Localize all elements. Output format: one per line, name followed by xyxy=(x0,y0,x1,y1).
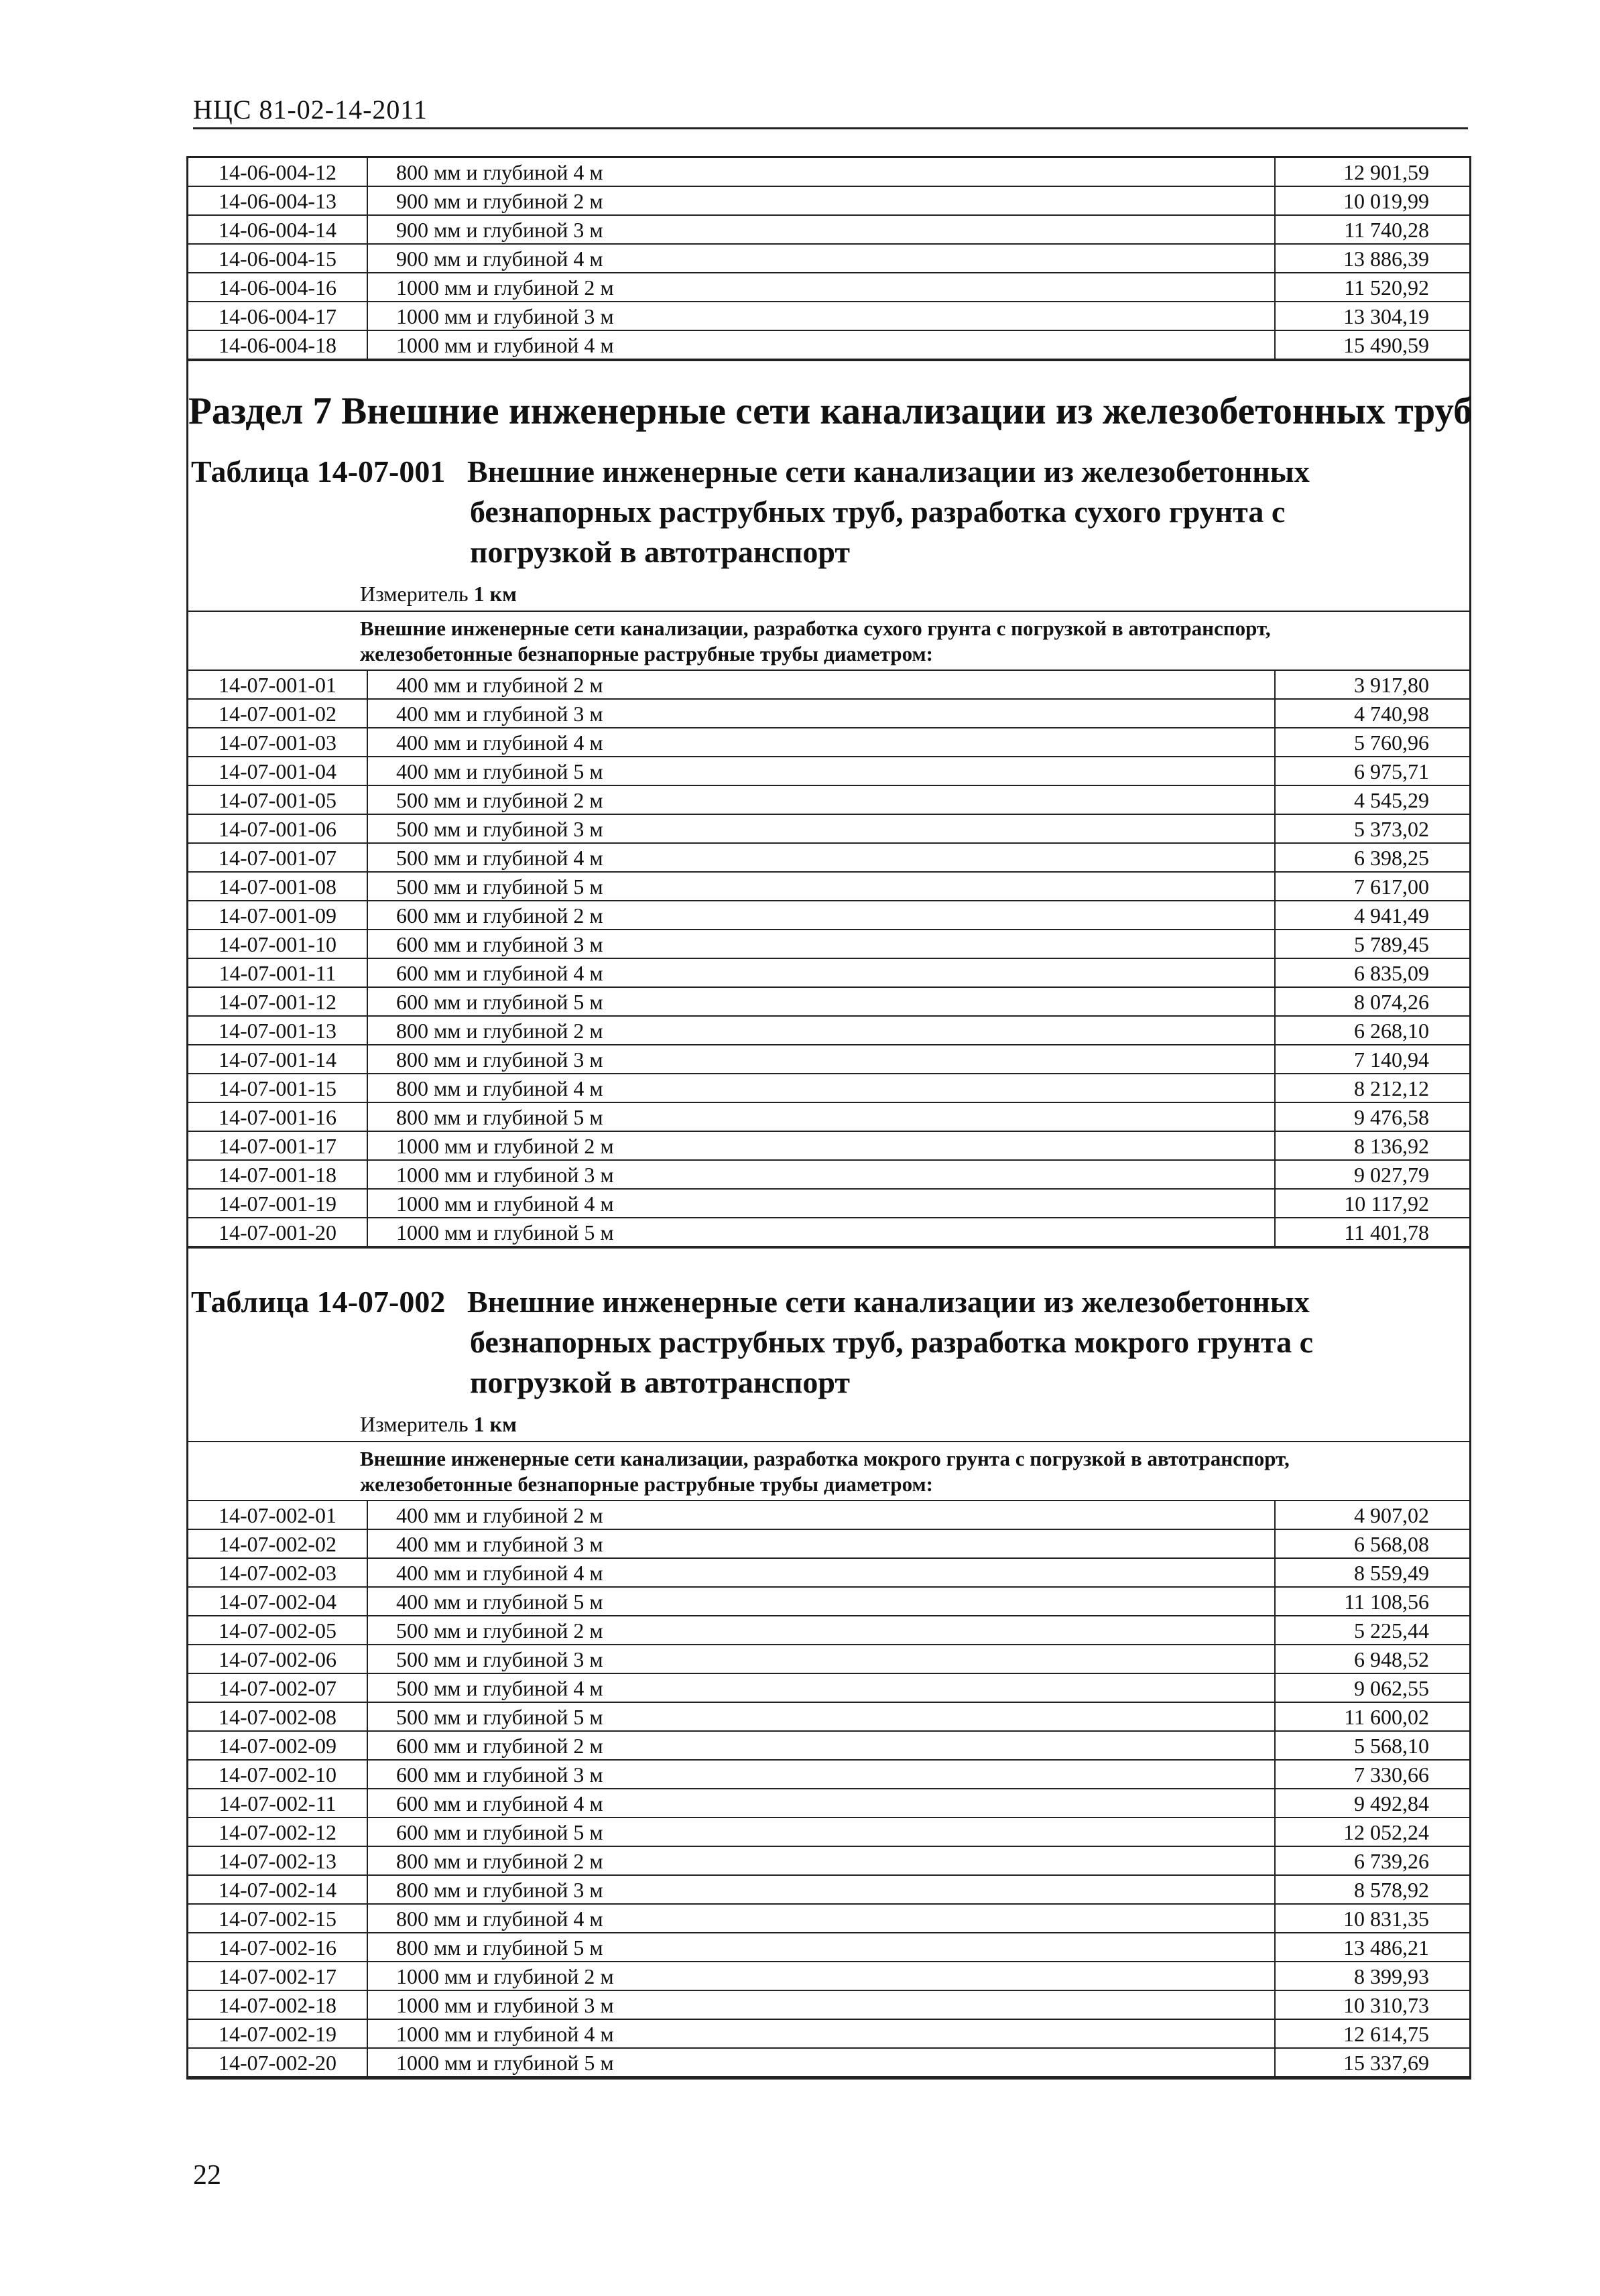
section-7-block xyxy=(188,360,1473,669)
row-value: 11 108,56 xyxy=(1275,1587,1469,1616)
table-14-07-001 xyxy=(188,669,1469,1247)
table-label: Таблица 14-07-002 xyxy=(191,1285,446,1319)
table-row xyxy=(188,1131,1469,1160)
table-row xyxy=(188,1789,1469,1817)
row-code: 14-07-002-17 xyxy=(188,1962,367,1990)
table-row xyxy=(188,670,1469,699)
row-code: 14-07-001-01 xyxy=(188,670,367,699)
table-row xyxy=(188,186,1469,215)
table-row xyxy=(188,1160,1469,1189)
row-value: 6 268,10 xyxy=(1275,1016,1469,1045)
row-description: 600 мм и глубиной 3 м xyxy=(367,930,1275,958)
row-value: 4 740,98 xyxy=(1275,699,1469,728)
row-code: 14-07-001-05 xyxy=(188,785,367,814)
row-value: 6 835,09 xyxy=(1275,958,1469,987)
table-row xyxy=(188,1846,1469,1875)
row-description: 400 мм и глубиной 2 м xyxy=(367,1501,1275,1529)
row-value: 4 545,29 xyxy=(1275,785,1469,814)
row-value: 15 337,69 xyxy=(1275,2048,1469,2077)
group-heading-line-1: Внешние инженерные сети канализации, разработка мокрого грунта с погрузкой в автотранспорт, xyxy=(360,1447,1290,1470)
table-row xyxy=(188,1875,1469,1904)
row-description: 1000 мм и глубиной 5 м xyxy=(367,1218,1275,1247)
meter-label: Измеритель xyxy=(360,1412,469,1436)
row-code: 14-06-004-17 xyxy=(188,302,367,330)
table-row xyxy=(188,1102,1469,1131)
page-number: 22 xyxy=(193,2160,221,2191)
row-description: 1000 мм и глубиной 3 м xyxy=(367,1160,1275,1189)
row-value: 8 559,49 xyxy=(1275,1558,1469,1587)
row-code: 14-07-002-15 xyxy=(188,1904,367,1933)
row-value: 6 975,71 xyxy=(1275,757,1469,785)
table-row xyxy=(188,244,1469,273)
row-description: 400 мм и глубиной 2 м xyxy=(367,670,1275,699)
row-code: 14-07-001-06 xyxy=(188,814,367,843)
table-title-14-07-002 xyxy=(188,1282,1469,1403)
row-code: 14-07-002-09 xyxy=(188,1731,367,1760)
row-value: 10 117,92 xyxy=(1275,1189,1469,1218)
row-description: 900 мм и глубиной 4 м xyxy=(367,244,1275,273)
table-row xyxy=(188,728,1469,757)
row-description: 400 мм и глубиной 5 м xyxy=(367,757,1275,785)
table-title-line-3: погрузкой в автотранспорт xyxy=(470,535,850,569)
row-code: 14-07-002-08 xyxy=(188,1702,367,1731)
meter-unit: 1 км xyxy=(473,1412,517,1436)
row-value: 5 568,10 xyxy=(1275,1731,1469,1760)
table-title-line-2: безнапорных раструбных труб, разработка сухого грунта с xyxy=(470,495,1286,529)
row-description: 600 мм и глубиной 2 м xyxy=(367,1731,1275,1760)
table-row xyxy=(188,1218,1469,1247)
row-value: 6 398,25 xyxy=(1275,843,1469,872)
row-description: 600 мм и глубиной 5 м xyxy=(367,1817,1275,1846)
row-code: 14-07-002-20 xyxy=(188,2048,367,2077)
row-description: 800 мм и глубиной 4 м xyxy=(367,158,1275,186)
row-value: 13 886,39 xyxy=(1275,244,1469,273)
row-value: 10 019,99 xyxy=(1275,186,1469,215)
table-row xyxy=(188,158,1469,186)
row-description: 400 мм и глубиной 3 м xyxy=(367,1529,1275,1558)
row-value: 6 568,08 xyxy=(1275,1529,1469,1558)
row-code: 14-07-001-10 xyxy=(188,930,367,958)
row-value: 9 476,58 xyxy=(1275,1102,1469,1131)
row-description: 800 мм и глубиной 2 м xyxy=(367,1016,1275,1045)
row-description: 500 мм и глубиной 2 м xyxy=(367,1616,1275,1645)
row-code: 14-07-001-18 xyxy=(188,1160,367,1189)
row-value: 3 917,80 xyxy=(1275,670,1469,699)
header-rule xyxy=(193,127,1468,129)
row-code: 14-07-002-02 xyxy=(188,1529,367,1558)
row-description: 600 мм и глубиной 5 м xyxy=(367,987,1275,1016)
row-value: 5 760,96 xyxy=(1275,728,1469,757)
row-code: 14-06-004-15 xyxy=(188,244,367,273)
meter-label: Измеритель xyxy=(360,582,469,606)
table-row xyxy=(188,1702,1469,1731)
row-description: 500 мм и глубиной 3 м xyxy=(367,814,1275,843)
table-row xyxy=(188,987,1469,1016)
row-code: 14-07-002-03 xyxy=(188,1558,367,1587)
group-heading xyxy=(188,611,1469,669)
table-row xyxy=(188,1016,1469,1045)
row-code: 14-07-002-19 xyxy=(188,2019,367,2048)
row-code: 14-07-002-05 xyxy=(188,1616,367,1645)
table-row xyxy=(188,699,1469,728)
row-description: 1000 мм и глубиной 2 м xyxy=(367,1131,1275,1160)
row-description: 1000 мм и глубиной 3 м xyxy=(367,302,1275,330)
row-value: 5 373,02 xyxy=(1275,814,1469,843)
row-code: 14-07-001-15 xyxy=(188,1074,367,1102)
row-code: 14-07-002-07 xyxy=(188,1673,367,1702)
table-row xyxy=(188,1990,1469,2019)
row-description: 1000 мм и глубиной 2 м xyxy=(367,1962,1275,1990)
row-code: 14-06-004-14 xyxy=(188,215,367,244)
row-code: 14-07-001-17 xyxy=(188,1131,367,1160)
unit-of-measure xyxy=(188,572,1469,611)
row-value: 11 401,78 xyxy=(1275,1218,1469,1247)
row-description: 500 мм и глубиной 5 м xyxy=(367,1702,1275,1731)
row-value: 8 578,92 xyxy=(1275,1875,1469,1904)
table-row xyxy=(188,930,1469,958)
row-code: 14-07-001-14 xyxy=(188,1045,367,1074)
table-row xyxy=(188,1817,1469,1846)
row-code: 14-06-004-18 xyxy=(188,330,367,359)
table-row xyxy=(188,1673,1469,1702)
row-code: 14-07-002-16 xyxy=(188,1933,367,1962)
row-code: 14-07-002-11 xyxy=(188,1789,367,1817)
row-value: 6 739,26 xyxy=(1275,1846,1469,1875)
row-value: 5 225,44 xyxy=(1275,1616,1469,1645)
row-value: 4 941,49 xyxy=(1275,901,1469,930)
table-row xyxy=(188,814,1469,843)
row-value: 13 304,19 xyxy=(1275,302,1469,330)
unit-of-measure xyxy=(188,1403,1469,1441)
row-code: 14-06-004-16 xyxy=(188,273,367,302)
group-heading-line-2: железобетонные безнапорные раструбные трубы диаметром: xyxy=(360,1472,933,1496)
table-row xyxy=(188,1045,1469,1074)
table-title-14-07-001 xyxy=(188,452,1469,572)
row-code: 14-07-001-07 xyxy=(188,843,367,872)
row-code: 14-07-001-19 xyxy=(188,1189,367,1218)
table-row xyxy=(188,1904,1469,1933)
row-description: 800 мм и глубиной 2 м xyxy=(367,1846,1275,1875)
row-value: 11 520,92 xyxy=(1275,273,1469,302)
table-row xyxy=(188,1558,1469,1587)
row-code: 14-07-001-08 xyxy=(188,872,367,901)
row-description: 900 мм и глубиной 3 м xyxy=(367,215,1275,244)
row-value: 8 212,12 xyxy=(1275,1074,1469,1102)
row-code: 14-07-001-02 xyxy=(188,699,367,728)
table-row xyxy=(188,872,1469,901)
row-description: 500 мм и глубиной 5 м xyxy=(367,872,1275,901)
meter-unit: 1 км xyxy=(473,582,517,606)
row-value: 12 901,59 xyxy=(1275,158,1469,186)
row-value: 13 486,21 xyxy=(1275,1933,1469,1962)
table-title-line-2: безнапорных раструбных труб, разработка мокрого грунта с xyxy=(470,1325,1314,1359)
row-code: 14-07-001-11 xyxy=(188,958,367,987)
table-row xyxy=(188,1933,1469,1962)
row-value: 6 948,52 xyxy=(1275,1645,1469,1673)
section-title: Раздел 7 Внешние инженерные сети канализации из железобетонных труб xyxy=(188,390,1473,432)
row-description: 600 мм и глубиной 4 м xyxy=(367,1789,1275,1817)
row-description: 400 мм и глубиной 4 м xyxy=(367,728,1275,757)
table-row xyxy=(188,958,1469,987)
row-code: 14-06-004-13 xyxy=(188,186,367,215)
row-description: 600 мм и глубиной 2 м xyxy=(367,901,1275,930)
row-code: 14-07-002-01 xyxy=(188,1501,367,1529)
row-description: 500 мм и глубиной 4 м xyxy=(367,1673,1275,1702)
table-row xyxy=(188,2048,1469,2077)
table-row xyxy=(188,1587,1469,1616)
table-title-line-1: Внешние инженерные сети канализации из железобетонных xyxy=(467,1285,1310,1319)
row-code: 14-07-001-12 xyxy=(188,987,367,1016)
table-row xyxy=(188,215,1469,244)
row-description: 800 мм и глубиной 4 м xyxy=(367,1074,1275,1102)
table-row xyxy=(188,1074,1469,1102)
row-value: 12 052,24 xyxy=(1275,1817,1469,1846)
document-code: НЦС 81-02-14-2011 xyxy=(193,94,428,125)
row-description: 800 мм и глубиной 3 м xyxy=(367,1875,1275,1904)
row-value: 9 492,84 xyxy=(1275,1789,1469,1817)
table-row xyxy=(188,843,1469,872)
row-description: 500 мм и глубиной 2 м xyxy=(367,785,1275,814)
row-code: 14-07-001-03 xyxy=(188,728,367,757)
table-row xyxy=(188,1189,1469,1218)
table-row xyxy=(188,1616,1469,1645)
table-row xyxy=(188,1501,1469,1529)
group-heading xyxy=(188,1441,1469,1500)
row-description: 900 мм и глубиной 2 м xyxy=(367,186,1275,215)
table-row xyxy=(188,1529,1469,1558)
row-description: 1000 мм и глубиной 4 м xyxy=(367,2019,1275,2048)
row-code: 14-06-004-12 xyxy=(188,158,367,186)
row-value: 15 490,59 xyxy=(1275,330,1469,359)
table-14-06-004-tail xyxy=(188,158,1469,360)
table-14-07-002-block xyxy=(188,1247,1469,1500)
row-description: 400 мм и глубиной 4 м xyxy=(367,1558,1275,1587)
table-row xyxy=(188,1731,1469,1760)
row-value: 10 310,73 xyxy=(1275,1990,1469,2019)
table-row xyxy=(188,1962,1469,1990)
row-code: 14-07-001-13 xyxy=(188,1016,367,1045)
group-heading-line-1: Внешние инженерные сети канализации, разработка сухого грунта с погрузкой в автотранспорт, xyxy=(360,617,1271,640)
row-value: 12 614,75 xyxy=(1275,2019,1469,2048)
table-label: Таблица 14-07-001 xyxy=(191,454,446,489)
row-value: 9 062,55 xyxy=(1275,1673,1469,1702)
row-value: 7 617,00 xyxy=(1275,872,1469,901)
table-row xyxy=(188,273,1469,302)
row-value: 4 907,02 xyxy=(1275,1501,1469,1529)
row-code: 14-07-002-13 xyxy=(188,1846,367,1875)
price-table-frame xyxy=(186,156,1471,2080)
row-code: 14-07-001-09 xyxy=(188,901,367,930)
row-value: 8 399,93 xyxy=(1275,1962,1469,1990)
table-title-line-3: погрузкой в автотранспорт xyxy=(470,1365,850,1399)
row-code: 14-07-002-18 xyxy=(188,1990,367,2019)
row-code: 14-07-001-20 xyxy=(188,1218,367,1247)
table-row xyxy=(188,1760,1469,1789)
row-description: 1000 мм и глубиной 4 м xyxy=(367,330,1275,359)
row-description: 600 мм и глубиной 4 м xyxy=(367,958,1275,987)
row-description: 800 мм и глубиной 5 м xyxy=(367,1933,1275,1962)
table-row xyxy=(188,757,1469,785)
row-description: 400 мм и глубиной 5 м xyxy=(367,1587,1275,1616)
group-heading-line-2: железобетонные безнапорные раструбные трубы диаметром: xyxy=(360,642,933,665)
row-value: 7 330,66 xyxy=(1275,1760,1469,1789)
row-value: 10 831,35 xyxy=(1275,1904,1469,1933)
row-description: 800 мм и глубиной 5 м xyxy=(367,1102,1275,1131)
table-row xyxy=(188,330,1469,359)
table-title-line-1: Внешние инженерные сети канализации из железобетонных xyxy=(467,454,1310,489)
row-description: 500 мм и глубиной 3 м xyxy=(367,1645,1275,1673)
row-code: 14-07-001-04 xyxy=(188,757,367,785)
row-code: 14-07-002-06 xyxy=(188,1645,367,1673)
table-row xyxy=(188,1645,1469,1673)
row-description: 500 мм и глубиной 4 м xyxy=(367,843,1275,872)
row-description: 400 мм и глубиной 3 м xyxy=(367,699,1275,728)
row-value: 9 027,79 xyxy=(1275,1160,1469,1189)
row-value: 8 074,26 xyxy=(1275,987,1469,1016)
row-code: 14-07-002-12 xyxy=(188,1817,367,1846)
row-code: 14-07-002-14 xyxy=(188,1875,367,1904)
row-description: 1000 мм и глубиной 3 м xyxy=(367,1990,1275,2019)
row-description: 1000 мм и глубиной 4 м xyxy=(367,1189,1275,1218)
row-value: 11 600,02 xyxy=(1275,1702,1469,1731)
row-code: 14-07-001-16 xyxy=(188,1102,367,1131)
table-row xyxy=(188,785,1469,814)
row-code: 14-07-002-10 xyxy=(188,1760,367,1789)
row-description: 800 мм и глубиной 4 м xyxy=(367,1904,1275,1933)
row-description: 1000 мм и глубиной 2 м xyxy=(367,273,1275,302)
table-row xyxy=(188,901,1469,930)
table-row xyxy=(188,302,1469,330)
row-description: 800 мм и глубиной 3 м xyxy=(367,1045,1275,1074)
row-value: 11 740,28 xyxy=(1275,215,1469,244)
row-value: 5 789,45 xyxy=(1275,930,1469,958)
table-14-07-002 xyxy=(188,1500,1469,2078)
row-value: 7 140,94 xyxy=(1275,1045,1469,1074)
row-value: 8 136,92 xyxy=(1275,1131,1469,1160)
table-row xyxy=(188,2019,1469,2048)
row-description: 600 мм и глубиной 3 м xyxy=(367,1760,1275,1789)
row-code: 14-07-002-04 xyxy=(188,1587,367,1616)
row-description: 1000 мм и глубиной 5 м xyxy=(367,2048,1275,2077)
